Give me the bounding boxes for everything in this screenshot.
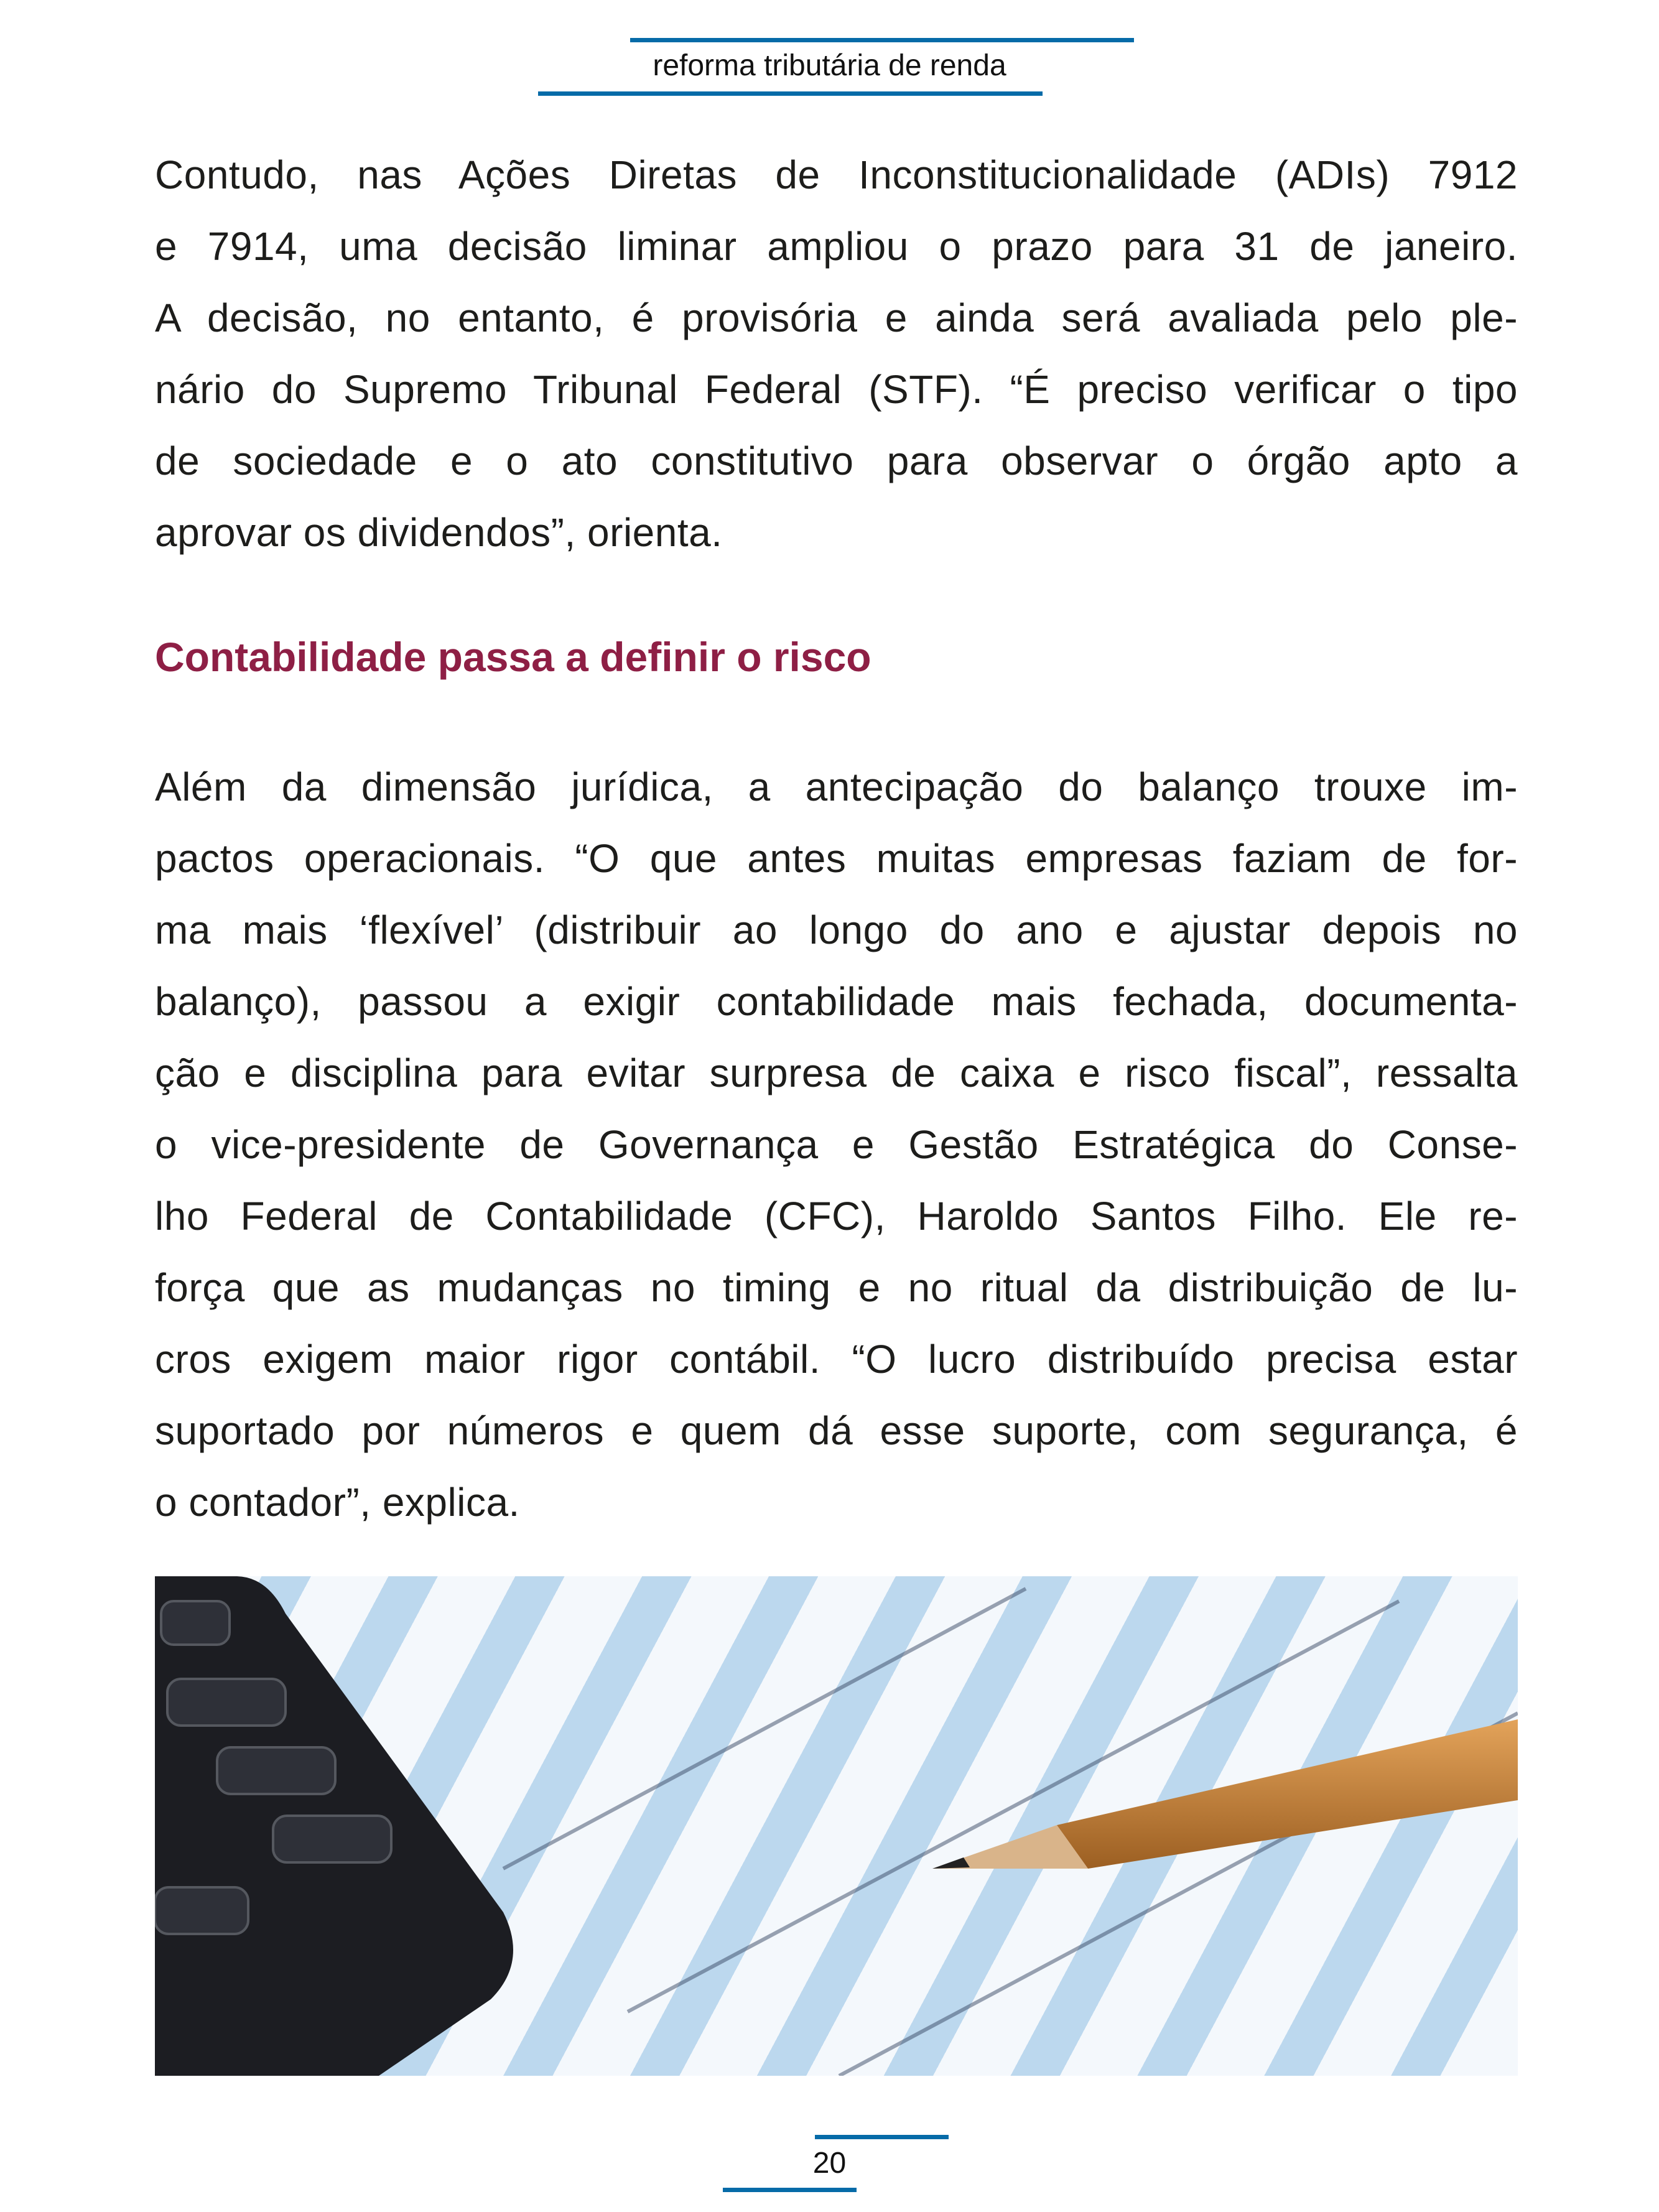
- text-line: cros exigem maior rigor contábil. “O lucro distribuído precisa estar: [155, 1337, 1518, 1382]
- text-line: o contador”, explica.: [155, 1480, 520, 1525]
- text-line: ção e disciplina para evitar surpresa de caixa e risco fiscal”, ressalta: [155, 1051, 1518, 1095]
- text-line: balanço), passou a exigir contabilidade mais fechada, documenta-: [155, 979, 1518, 1024]
- header-rule-top: [630, 38, 1134, 42]
- footer-rule-bottom: [723, 2188, 857, 2192]
- text-line: pactos operacionais. “O que antes muitas empresas faziam de for-: [155, 836, 1518, 881]
- section-heading: Contabilidade passa a definir o risco: [155, 634, 871, 680]
- footer-rule-top: [815, 2135, 949, 2139]
- photo-illustration: [155, 1576, 1518, 2076]
- page-number: 20: [812, 2147, 847, 2180]
- calculator-icon: [155, 1576, 513, 2076]
- text-line: aprovar os dividendos”, orienta.: [155, 510, 723, 555]
- text-line: força que as mudanças no timing e no ritual da distribuição de lu-: [155, 1265, 1518, 1310]
- header-rule-bottom: [538, 91, 1043, 96]
- paragraph-1: [155, 139, 1518, 569]
- text-line: de sociedade e o ato constitutivo para observar o órgão apto a: [155, 439, 1518, 483]
- text-line: e 7914, uma decisão liminar ampliou o prazo para 31 de janeiro.: [155, 224, 1518, 269]
- text-line: lho Federal de Contabilidade (CFC), Haroldo Santos Filho. Ele re-: [155, 1194, 1518, 1238]
- running-header: reforma tributária de renda: [653, 49, 1006, 82]
- statement-rules: [503, 1589, 1518, 2076]
- text-line: o vice-presidente de Governança e Gestão Estratégica do Conse-: [155, 1122, 1518, 1167]
- paragraph-2: [155, 751, 1518, 1538]
- text-line: Contudo, nas Ações Diretas de Inconstitucionalidade (ADIs) 7912: [155, 152, 1518, 197]
- text-line: nário do Supremo Tribunal Federal (STF). “É preciso verificar o tipo: [155, 367, 1518, 412]
- text-line: Além da dimensão jurídica, a antecipação do balanço trouxe im-: [155, 764, 1518, 809]
- financial-statement-photo: [155, 1576, 1518, 2076]
- text-line: suportado por números e quem dá esse suporte, com segurança, é: [155, 1408, 1518, 1453]
- text-line: ma mais ‘flexível’ (distribuir ao longo do ano e ajustar depois no: [155, 908, 1518, 952]
- pencil-icon: [932, 1719, 1518, 1869]
- text-line: A decisão, no entanto, é provisória e ainda será avaliada pelo ple-: [155, 295, 1518, 340]
